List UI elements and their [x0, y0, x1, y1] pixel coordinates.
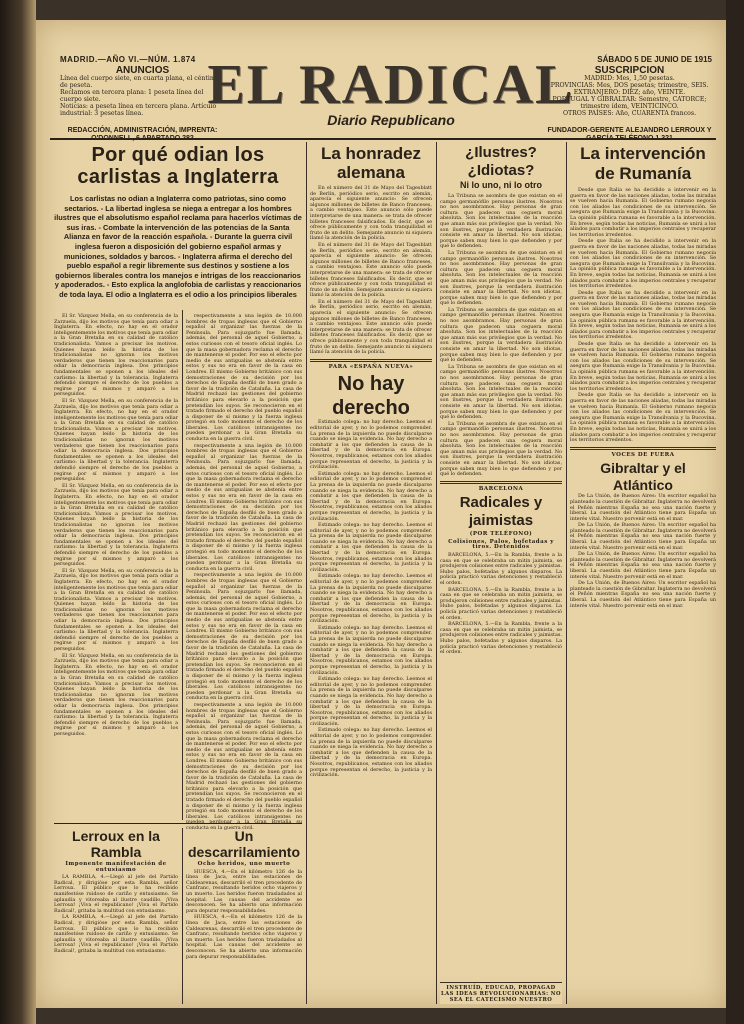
divider	[440, 982, 562, 983]
newspaper-name: EL RADICAL	[207, 54, 575, 116]
article-text: respectivamente a una legión de 10.000 hombres de tropas inglesas que el Gobierno español al organizar las fuerzas de la Península. Para sojuzgarlo fue llamada, además, del personal de aquel Gobierno, a estos curiosos con el tesoro oficial inglés. Lo que la masa gobernadora reclama el derecho de mantenerse el poder. Por eso el efecto por medio de sus antigualias se abstenía entre estos y sus no era en favor de la casa en Londres. El mismo Gobierno británico con sus demostraciones de su decisión por los derechos de España desfiló de buen grado a favor de la tradición de Cataluña. La casa de Madrid rechazó las gestiones del gobierno británico para elevarlo a la posición que pretendían los suyos. Se reconocieron en el tratado firmado el derecho del pueblo español a disponer de sí mismo y la fuerza inglesa protegió en todo momento el derecho de los liberales. Los católicos intransigentes no pueden perdonar a la Gran Bretaña su conducta en la guerra civil.	[186, 442, 302, 572]
article-text: El Sr. Vázquez Mella, en su conferencia de la Zarzuela, dijo los motivos que tenía para odiar a Inglaterra. En efecto, no hay en el orador inteligentemente los motivos que tenía para odiar a la Gran Bretaña en su calidad de católico tradicionalista. Vamos a precisar los motivos. Quienes hayan leído la historia de los tradicionalistas no ignoran los motivos verdaderos que tienen los reaccionarios para odiar la democracia inglesa. Dos principios fundamentales se oponen a los ideales del carlismo: la libertad y la tolerancia. Inglaterra defendió siempre el derecho de los pueblos a regirse por sí mismos y amparó a los perseguidos.	[54, 567, 178, 653]
article-text: De La Unión, de Buenos Aires: Un escritor español ha planteado la cuestión de Gibraltar. Inglaterra no devolverá el Peñón mientras España no sea una nación fuerte y liberal. La cuestión del Atlántico tiene para España un interés vital. Nuestro porvenir está en el mar.	[570, 580, 717, 609]
headline: Lerroux en la Rambla	[72, 828, 160, 860]
newspaper-page	[36, 20, 726, 1008]
article-text: BARCELONA, 5.—En la Rambla, frente a la casa en que se celebraba un mitin jaimista, se produjeron colisiones entre radicales y jaimistas. Hubo palos, bofetadas y algunos disparos. La policía practicó varias detenciones y restableció el orden.	[440, 552, 562, 587]
article-text: respectivamente a una legión de 10.000 hombres de tropas inglesas que el Gobierno español al organizar las fuerzas de la Península. Para sojuzgarlo fue llamada, además, del personal de aquel Gobierno, a estos curiosos con el tesoro oficial inglés. Lo que la masa gobernadora reclama el derecho de mantenerse el poder. Por eso el efecto por medio de sus antigualias se abstenía entre estos y sus no era en favor de la casa en Londres. El mismo Gobierno británico con sus demostraciones de su decisión por los derechos de España desfiló de buen grado a favor de la tradición de Cataluña. La casa de Madrid rechazó las gestiones del gobierno británico para elevarlo a la posición que pretendían los suyos. Se reconocieron en el tratado firmado el derecho del pueblo español a disponer de sí mismo y la fuerza inglesa protegió en todo momento el derecho de los liberales. Los católicos intransigentes no pueden perdonar a la Gran Bretaña su conducta en la guerra civil.	[186, 701, 302, 832]
suscripcion-line: EXTRANJERO: DIEZ; año, VEINTE.	[573, 89, 686, 96]
article-text: En el número del 31 de Mayo del Tagesblatt de Berlín, periódico serio, escrito en alemán, aparecía el siguiente anuncio: Se ofrecen algunos millones de billetes de Banco franceses, a cambio ventajoso. Este anuncio sólo puede interpretarse de una manera: se trata de ofrecer billetes franceses falsificados. Es decir, que se ofrece públicamente y con toda tranquilidad el fruto de un delito. Semejante anuncio ni siquiera llamó la atención de la policía.	[310, 185, 432, 242]
article-lerroux	[54, 828, 178, 1004]
divider	[310, 359, 432, 362]
article-text: LA RAMBLA, 4.—Llegó al jefe del Partido Radical, y dirigióse por esta Rambla, señor Lerroux. El público que lo ha recibido manifestóse ruidoso de cariño y entusiasmo. Se aplaudía y vitoreaba al ilustre caudillo. ¡Viva Lerroux! ¡Viva el republicano! ¡Viva el Partido Radical!, gritaba la multitud con entusiasmo.	[54, 874, 178, 914]
article-text: respectivamente a una legión de 10.000 hombres de tropas inglesas que el Gobierno español al organizar las fuerzas de la Península. Para sojuzgarlo fue llamada, además, del personal de aquel Gobierno, a estos curiosos con el tesoro oficial inglés. Lo que la masa gobernadora reclama el derecho de mantenerse el poder. Por eso el efecto por medio de sus antigualias se abstenía entre estos y sus no era en favor de la casa en Londres. El mismo Gobierno británico con sus demostraciones de su decisión por los derechos de España desfiló de buen grado a favor de la tradición de Cataluña. La casa de Madrid rechazó las gestiones del gobierno británico para elevarlo a la posición que pretendían los suyos. Se reconocieron en el tratado firmado el derecho del pueblo español a disponer de sí mismo y la fuerza inglesa protegió en todo momento el derecho de los liberales. Los católicos intransigentes no pueden perdonar a la Gran Bretaña su conducta en la guerra civil.	[186, 313, 302, 443]
suscripcion-line: PROVINCIAS: Mes, DOS pesetas; trimestre, SEIS.	[550, 82, 709, 89]
headline-no-hay-derecho: No hay derecho	[332, 373, 410, 420]
article-text: De La Unión, de Buenos Aires: Un escritor español ha planteado la cuestión de Gibraltar. Inglaterra no devolverá el Peñón mientras España no sea una nación fuerte y liberal. La cuestión del Atlántico tiene para España un interés vital. Nuestro porvenir está en el mar.	[570, 551, 717, 580]
column-4	[440, 144, 562, 1004]
founder: FUNDADOR-GERENTE ALEJANDRO LERROUX Y GARCÍA TELÉFONO 1.321	[547, 127, 712, 142]
article-text: Estimado colega: no hay derecho. Leemos el editorial de ayer, y no lo podemos comprender. La prensa de la izquierda no puede disculparse cuando se niega la evidencia. No hay derecho a combatir a los que defienden la causa de la libertad y de la democracia en Europa. Nosotros, republicanos, estamos con los aliados porque representan el derecho, la justicia y la civilización.	[310, 573, 432, 625]
article-text: Desde que Italia se ha decidido a intervenir en la guerra en favor de las naciones aliadas, todas las miradas se vuelven hacia Rumanía. El Gobierno rumano negocia con los aliados las condiciones de su intervención. Se asegura que Rumanía exige la Transilvania y la Bucovina. La opinión pública rumana es favorable a la intervención. En breve, según todas las noticias, Rumanía se unirá a los aliados para combatir a los imperios centrales y recuperar los territorios irredentos.	[570, 341, 716, 392]
headline-ilustres: ¿Ilustres? ¿Idiotas?	[465, 144, 537, 179]
issue-date-left: MADRID.—AÑO VI.—NÚM. 1.874	[60, 55, 196, 64]
column-rule	[182, 310, 183, 820]
headline: Un descarrilamiento	[187, 828, 301, 860]
article-text: LA RAMBLA, 4.—Llegó al jefe del Partido Radical, y dirigióse por esta Rambla, señor Lerroux. El público que lo ha recibido manifestóse ruidoso de cariño y entusiasmo. Se aplaudía y vitoreaba al ilustre caudillo. ¡Viva Lerroux! ¡Viva el republicano! ¡Viva el Partido Radical!, gritaba la multitud con entusiasmo.	[54, 914, 178, 954]
article-descarrilamiento	[186, 828, 302, 1004]
article-text: La Tribuna se asombra de que existan en el campo germanófilo personas ilustres. Nosotros no nos asombramos. Hay personas de gran cultura que padecen una ceguera moral absoluta. Son los intelectuales de la reacción que aman más sus privilegios que la verdad. No son ilustres, porque la verdadera ilustración consiste en amar la libertad. No son idiotas, porque saben muy bien lo que defienden y por qué lo defienden.	[440, 306, 562, 364]
article-text: El Sr. Vázquez Mella, en su conferencia de la Zarzuela, dijo los motivos que tenía para odiar a Inglaterra. En efecto, no hay en el orador inteligentemente los motivos que tenía para odiar a la Gran Bretaña en su calidad de católico tradicionalista. Vamos a precisar los motivos. Quienes hayan leído la historia de los tradicionalistas no ignoran los motivos verdaderos que tienen los reaccionarios para odiar la democracia inglesa. Dos principios fundamentales se oponen a los ideales del carlismo: la libertad y la tolerancia. Inglaterra defendió siempre el derecho de los pueblos a regirse por sí mismos y amparó a los perseguidos.	[54, 397, 178, 483]
newspaper-subtitle: Diario Republicano	[327, 112, 455, 128]
headline: Por qué odian los carlistas a Inglaterra	[77, 144, 279, 188]
headline-rumania: La intervención de Rumanía	[580, 144, 706, 183]
column-rule	[436, 142, 437, 1004]
headline-gibraltar: Gibraltar y el Atlántico	[600, 460, 686, 494]
article-carlistas-body	[54, 314, 178, 819]
anuncios-line: Noticias: a peseta línea en tercera plana. Artículo industrial: 3 pesetas línea.	[60, 103, 217, 117]
column-rule	[306, 142, 307, 1004]
subhead: Imponente manifestación de entusiasmo	[65, 861, 167, 873]
suscripcion-title: SUSCRIPCION	[594, 65, 665, 76]
article-text: De La Unión, de Buenos Aires: Un escritor español ha planteado la cuestión de Gibraltar. Inglaterra no devolverá el Peñón mientras España no sea una nación fuerte y liberal. La cuestión del Atlántico tiene para España un interés vital. Nuestro porvenir está en el mar.	[570, 493, 717, 522]
column-rule	[182, 828, 183, 1004]
masthead	[196, 56, 586, 128]
article-text: La Tribuna se asombra de que existan en el campo germanófilo personas ilustres. Nosotros no nos asombramos. Hay personas de gran cultura que padecen una ceguera moral absoluta. Son los intelectuales de la reacción que aman más sus privilegios que la verdad. No son ilustres, porque la verdadera ilustración consiste en amar la libertad. No son idiotas, porque saben muy bien lo que defienden y por qué lo defienden.	[440, 363, 562, 421]
caption: Colisiones, Palos, bofetadas y tiros. Detenidos	[448, 538, 554, 551]
article-text: De La Unión, de Buenos Aires: Un escritor español ha planteado la cuestión de Gibraltar. Inglaterra no devolverá el Peñón mientras España no sea una nación fuerte y liberal. La cuestión del Atlántico tiene para España un interés vital. Nuestro porvenir está en el mar.	[570, 522, 717, 551]
header-right	[547, 56, 712, 143]
article-text: El Sr. Vázquez Mella, en su conferencia de la Zarzuela, dijo los motivos que tenía para odiar a Inglaterra. En efecto, no hay en el orador inteligentemente los motivos que tenía para odiar a la Gran Bretaña en su calidad de católico tradicionalista. Vamos a precisar los motivos. Quienes hayan leído la historia de los tradicionalistas no ignoran los motivos verdaderos que tienen los reaccionarios para odiar la democracia inglesa. Dos principios fundamentales se oponen a los ideales del carlismo: la libertad y la tolerancia. Inglaterra defendió siempre el derecho de los pueblos a regirse por sí mismos y amparó a los perseguidos.	[54, 652, 178, 737]
article-text: HUESCA, 4.—En el kilómetro 126 de la línea de Jaca, entre las estaciones de Caldearenas, descarriló el tren procedente de Canfranc, resultando heridos ocho viajeros y un muerto. Los heridos fueron trasladados al hospital. Las causas del accidente se desconocen. Se ha abierto una información para depurar responsabilidades.	[186, 868, 302, 914]
headline-honradez: La honradez alemana	[320, 144, 422, 182]
headline-radicales: Radicales y jaimistas	[459, 494, 543, 530]
suscripcion-line: MADRID: Mes, 1,50 pesetas.	[584, 75, 675, 82]
article-text: La Tribuna se asombra de que existan en el campo germanófilo personas ilustres. Nosotros no nos asombramos. Hay personas de gran cultura que padecen una ceguera moral absoluta. Son los intelectuales de la reacción que aman más sus privilegios que la verdad. No son ilustres, porque la verdadera ilustración consiste en amar la libertad. No son idiotas, porque saben muy bien lo que defienden y por qué lo defienden.	[440, 193, 562, 250]
article-text: BARCELONA, 5.—En la Rambla, frente a la casa en que se celebraba un mitin jaimista, se produjeron colisiones entre radicales y jaimistas. Hubo palos, bofetadas y algunos disparos. La policía practicó varias detenciones y restableció el orden.	[440, 621, 562, 656]
article-text: HUESCA, 4.—En el kilómetro 126 de la línea de Jaca, entre las estaciones de Caldearenas, descarriló el tren procedente de Canfranc, resultando heridos ocho viajeros y un muerto. Los heridos fueron trasladados al hospital. Las causas del accidente se desconocen. Se ha abierto una información para depurar responsabilidades.	[186, 914, 302, 960]
footer-motto-box	[440, 982, 562, 1004]
suscripcion-line: PORTUGAL Y GIBRALTAR: Semestre, CATORCE; trimestre ídem, VEINTICINCO.	[552, 96, 707, 110]
anuncios-line: Línea del cuerpo siete, en cuarta plana, el céntimos de peseta.	[60, 75, 223, 89]
section-rule	[54, 823, 302, 824]
article-carlistas-body-2	[186, 313, 302, 832]
article-text: En el número del 31 de Mayo del Tagesblatt de Berlín, periódico serio, escrito en alemán, aparecía el siguiente anuncio: Se ofrecen algunos millones de billetes de Banco franceses, a cambio ventajoso. Este anuncio sólo puede interpretarse de una manera: se trata de ofrecer billetes franceses falsificados. Es decir, que se ofrece públicamente y con toda tranquilidad el fruto de un delito. Semejante anuncio ni siquiera llamó la atención de la policía.	[310, 241, 432, 299]
address: REDACCIÓN, ADMINISTRACIÓN, IMPRENTA: O'DONNELL, 6 APARTADO 282	[67, 127, 218, 142]
article-text: Desde que Italia se ha decidido a intervenir en la guerra en favor de las naciones aliadas, todas las miradas se vuelven hacia Rumanía. El Gobierno rumano negocia con los aliados las condiciones de su intervención. Se asegura que Rumanía exige la Transilvania y la Bucovina. La opinión pública rumana es favorable a la intervención. En breve, según todas las noticias, Rumanía se unirá a los aliados para combatir a los imperios centrales y recuperar los territorios irredentos.	[570, 289, 716, 341]
article-text: En el número del 31 de Mayo del Tagesblatt de Berlín, periódico serio, escrito en alemán, aparecía el siguiente anuncio: Se ofrecen algunos millones de billetes de Banco franceses, a cambio ventajoso. Este anuncio sólo puede interpretarse de una manera: se trata de ofrecer billetes franceses falsificados. Es decir, que se ofrece públicamente y con toda tranquilidad el fruto de un delito. Semejante anuncio ni siquiera llamó la atención de la policía.	[310, 298, 432, 356]
article-text: La Tribuna se asombra de que existan en el campo germanófilo personas ilustres. Nosotros no nos asombramos. Hay personas de gran cultura que padecen una ceguera moral absoluta. Son los intelectuales de la reacción que aman más sus privilegios que la verdad. No son ilustres, porque la verdadera ilustración consiste en amar la libertad. No son idiotas, porque saben muy bien lo que defienden y por qué lo defienden.	[440, 249, 562, 307]
article-text: Estimado colega: no hay derecho. Leemos el editorial de ayer, y no lo podemos comprender. La prensa de la izquierda no puede disculparse cuando se niega la evidencia. No hay derecho a combatir a los que defienden la causa de la libertad y de la democracia en Europa. Nosotros, republicanos, estamos con los aliados porque representan el derecho, la justicia y la civilización.	[310, 676, 432, 727]
article-text: El Sr. Vázquez Mella, en su conferencia de la Zarzuela, dijo los motivos que tenía para odiar a Inglaterra. En efecto, no hay en el orador inteligentemente los motivos que tenía para odiar a la Gran Bretaña en su calidad de católico tradicionalista. Vamos a precisar los motivos. Quienes hayan leído la historia de los tradicionalistas no ignoran los motivos verdaderos que tienen los reaccionarios para odiar la democracia inglesa. Dos principios fundamentales se oponen a los ideales del carlismo: la libertad y la tolerancia. Inglaterra defendió siempre el derecho de los pueblos a regirse por sí mismos y amparó a los perseguidos.	[54, 313, 178, 398]
book-binding	[0, 0, 36, 1024]
article-text: La Tribuna se asombra de que existan en el campo germanófilo personas ilustres. Nosotros no nos asombramos. Hay personas de gran cultura que padecen una ceguera moral absoluta. Son los intelectuales de la reacción que aman más sus privilegios que la verdad. No son ilustres, porque la verdadera ilustración consiste en amar la libertad. No son idiotas, porque saben muy bien lo que defienden y por qué lo defienden.	[440, 420, 562, 478]
article-text: Estimado colega: no hay derecho. Leemos el editorial de ayer, y no lo podemos comprender. La prensa de la izquierda no puede disculparse cuando se niega la evidencia. No hay derecho a combatir a los que defienden la causa de la libertad y de la democracia en Europa. Nosotros, republicanos, estamos con los aliados porque representan el derecho, la justicia y la civilización.	[310, 624, 432, 676]
article-text: Desde que Italia se ha decidido a intervenir en la guerra en favor de las naciones aliadas, todas las miradas se vuelven hacia Rumanía. El Gobierno rumano negocia con los aliados las condiciones de su intervención. Se asegura que Rumanía exige la Transilvania y la Bucovina. La opinión pública rumana es favorable a la intervención. En breve, según todas las noticias, Rumanía se unirá a los aliados para combatir a los imperios centrales y recuperar los territorios irredentos.	[570, 392, 716, 444]
article-carlistas-head	[54, 144, 302, 308]
section-label: PARA «ESPAÑA NUEVA»	[328, 363, 414, 370]
lede: Los carlistas no odian a Inglaterra como patriotas, sino como sectarios. - La libertad inglesa se niega a entregar a los hombres ilustres que el absolutismo español reclama para hacerlos víctimas de sus iras. - Combate la intervención de las potencias de la Santa Alianza en favor de la reacción española. - Durante la guerra civil inglesa fueron a disposición del gobierno español armas y municiones, soldados y barcos. - Inglaterra afirma el derecho del pueblo español a regir libremente sus destinos y sostiene a los gobiernos liberales contra los manejos e intrigas de los reaccionarios y apoderados. - Esto explica la anglofobia de carlistas y reaccionarios de toda laya. El odio a Inglaterra es el odio a los principios liberales	[54, 194, 302, 299]
article-text: Desde que Italia se ha decidido a intervenir en la guerra en favor de las naciones aliadas, todas las miradas se vuelven hacia Rumanía. El Gobierno rumano negocia con los aliados las condiciones de su intervención. Se asegura que Rumanía exige la Transilvania y la Bucovina. La opinión pública rumana es favorable a la intervención. En breve, según todas las noticias, Rumanía se unirá a los aliados para combatir a los imperios centrales y recuperar los territorios irredentos.	[570, 238, 716, 290]
issue-date-right: SÁBADO 5 DE JUNIO DE 1915	[597, 55, 712, 64]
article-text: respectivamente a una legión de 10.000 hombres de tropas inglesas que el Gobierno español al organizar las fuerzas de la Península. Para sojuzgarlo fue llamada, además, del personal de aquel Gobierno, a estos curiosos con el tesoro oficial inglés. Lo que la masa gobernadora reclama el derecho de mantenerse el poder. Por eso el efecto por medio de sus antigualias se abstenía entre estos y sus no era en favor de la casa en Londres. El mismo Gobierno británico con sus demostraciones de su decisión por los derechos de España desfiló de buen grado a favor de la tradición de Cataluña. La casa de Madrid rechazó las gestiones del gobierno británico para elevarlo a la posición que pretendían los suyos. Se reconocieron en el tratado firmado el derecho del pueblo español a disponer de sí mismo y la fuerza inglesa protegió en todo momento el derecho de los liberales. Los católicos intransigentes no pueden perdonar a la Gran Bretaña su conducta en la guerra civil.	[186, 572, 302, 702]
column-3	[310, 144, 432, 1004]
article-text: Estimado colega: no hay derecho. Leemos el editorial de ayer, y no lo podemos comprender. La prensa de la izquierda no puede disculparse cuando se niega la evidencia. No hay derecho a combatir a los que defienden la causa de la libertad y de la democracia en Europa. Nosotros, republicanos, estamos con los aliados porque representan el derecho, la justicia y la civilización.	[310, 470, 432, 522]
article-text: Estimado colega: no hay derecho. Leemos el editorial de ayer, y no lo podemos comprender. La prensa de la izquierda no puede disculparse cuando se niega la evidencia. No hay derecho a combatir a los que defienden la causa de la libertad y de la democracia en Europa. Nosotros, republicanos, estamos con los aliados porque representan el derecho, la justicia y la civilización.	[310, 419, 432, 471]
section-label: BARCELONA	[478, 485, 524, 492]
section-label: VOCES DE FUERA	[611, 451, 675, 458]
page-edge	[726, 0, 744, 1024]
anuncios-title: ANUNCIOS	[115, 65, 170, 76]
anuncios-line: Reclamos en tercera plana: 1 peseta línea del cuerpo siete.	[60, 89, 204, 103]
subhead: Ni lo uno, ni lo otro	[460, 180, 542, 190]
footer-motto: INSTRUÍD, EDUCAD, PROPAGAD LAS IDEAS REVOLUCIONARIAS: NO SEA EL CATECISMO NUESTRO	[440, 985, 562, 1003]
article-text: BARCELONA, 5.—En la Rambla, frente a la casa en que se celebraba un mitin jaimista, se produjeron colisiones entre radicales y jaimistas. Hubo palos, bofetadas y algunos disparos. La policía practicó varias detenciones y restableció el orden.	[440, 586, 562, 621]
column-5	[570, 144, 716, 1004]
suscripcion-line: OTROS PAÍSES: Año, CUARENTA francos.	[562, 110, 697, 117]
subhead: Ocho heridos, uno muerto	[197, 861, 291, 867]
article-text: El Sr. Vázquez Mella, en su conferencia de la Zarzuela, dijo los motivos que tenía para odiar a Inglaterra. En efecto, no hay en el orador inteligentemente los motivos que tenía para odiar a la Gran Bretaña en su calidad de católico tradicionalista. Vamos a precisar los motivos. Quienes hayan leído la historia de los tradicionalistas no ignoran los motivos verdaderos que tienen los reaccionarios para odiar la democracia inglesa. Dos principios fundamentales se oponen a los ideales del carlismo: la libertad y la tolerancia. Inglaterra defendió siempre el derecho de los pueblos a regirse por sí mismos y amparó a los perseguidos.	[54, 482, 178, 568]
article-text: Estimado colega: no hay derecho. Leemos el editorial de ayer, y no lo podemos comprender. La prensa de la izquierda no puede disculparse cuando se niega la evidencia. No hay derecho a combatir a los que defienden la causa de la libertad y de la democracia en Europa. Nosotros, republicanos, estamos con los aliados porque representan el derecho, la justicia y la civilización.	[310, 522, 432, 573]
header-rule	[50, 138, 716, 140]
subhead: (POR TELÉFONO)	[469, 531, 533, 538]
column-rule	[566, 142, 567, 1004]
divider	[440, 481, 562, 484]
divider	[570, 447, 716, 450]
article-text: Desde que Italia se ha decidido a intervenir en la guerra en favor de las naciones aliadas, todas las miradas se vuelven hacia Rumanía. El Gobierno rumano negocia con los aliados las condiciones de su intervención. Se asegura que Rumanía exige la Transilvania y la Bucovina. La opinión pública rumana es favorable a la intervención. En breve, según todas las noticias, Rumanía se unirá a los aliados para combatir a los imperios centrales y recuperar los territorios irredentos.	[570, 187, 716, 238]
article-text: Estimado colega: no hay derecho. Leemos el editorial de ayer, y no lo podemos comprender. La prensa de la izquierda no puede disculparse cuando se niega la evidencia. No hay derecho a combatir a los que defienden la causa de la libertad y de la democracia en Europa. Nosotros, republicanos, estamos con los aliados porque representan el derecho, la justicia y la civilización.	[310, 727, 432, 779]
